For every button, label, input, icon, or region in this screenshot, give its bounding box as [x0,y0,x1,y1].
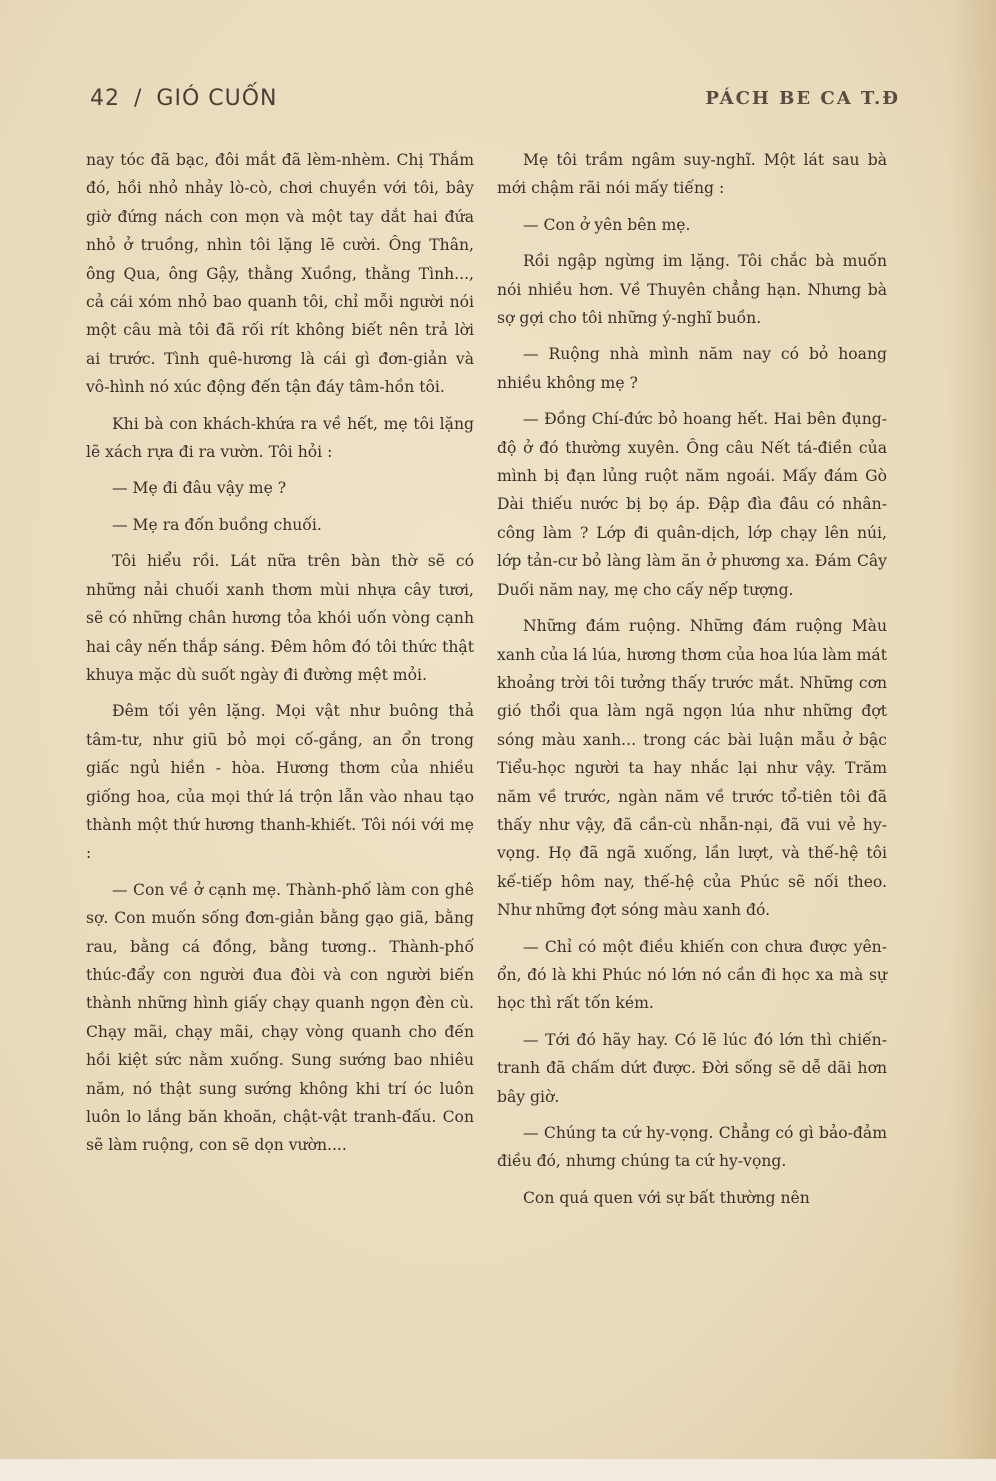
dialogue-line: — Tới đó hãy hay. Có lẽ lúc đó lớn thì chiến-tranh đã chấm dứt được. Đời sống sẽ dễ dãi hơn bây giờ. [497,1030,887,1106]
paragraph: Đêm tối yên lặng. Mọi vật như buông thả tâm-tư, như giũ bỏ mọi cố-gắng, an ổn trong giấc ngủ hiền - hòa. Hương thơm của nhiều giống hoa, của mọi thứ lá trộn lẫn vào nhau tạo thành một thứ hương thanh-khiết. Tôi nói với mẹ : [86,702,474,863]
dialogue-line: — Con về ở cạnh mẹ. Thành-phố làm con ghê sợ. Con muốn sống đơn-giản bằng gạo giã, bằng rau, bằng cá đồng, bằng tương.. Thành-phố thúc-đẩy con người đua đòi và con người biến thành những hình giấy chạy quanh ngọn đèn cù. Chạy mãi, chạy mãi, chạy vòng quanh cho đến hồi kiệt sức nằm xuống. Sung sướng bao nhiêu năm, nó thật sung sướng không khi trí óc luôn luôn lo lắng băn khoăn, chật-vật tranh-đấu. Con sẽ làm ruộng, con sẽ dọn vườn.... [86,880,474,1155]
publisher-mark: PÁCH BE CA T.Đ [705,88,900,109]
book-title: GIÓ CUỐN [156,86,278,111]
page-number: 42 [90,86,120,111]
running-header-left [90,86,278,111]
dialogue-line: — Chỉ có một điều khiến con chưa được yên-ổn, đó là khi Phúc nó lớn nó cần đi học xa mà sự học thì rất tốn kém. [497,937,887,1013]
scan-margin [0,1459,996,1481]
paragraph: Những đám ruộng. Những đám ruộng Màu xanh của lá lúa, hương thơm của hoa lúa làm mát khoảng trời tôi tưởng thấy trước mắt. Những cơn gió thổi qua làm ngã ngọn lúa như những đợt sóng màu xanh... trong các bài luận mẫu ở bậc Tiểu-học người ta hay nhắc lại như vậy. Trăm năm về trước, ngàn năm về trước tổ-tiên tôi đã thấy như vậy, đã cần-cù nhẫn-nại, đã vui vẻ hy-vọng. Họ đã ngã xuống, lần lượt, và thế-hệ tôi kế-tiếp hôm nay, thế-hệ của Phúc sẽ nối theo. Như những đợt sóng màu xanh đó. [497,617,887,920]
paragraph: Tôi hiểu rồi. Lát nữa trên bàn thờ sẽ có những nải chuối xanh thơm mùi nhựa cây tươi, sẽ có những chân hương tỏa khói uốn vòng cạnh hai cây nến thắp sáng. Đêm hôm đó tôi thức thật khuya mặc dù suốt ngày đi đường mệt mỏi. [86,552,474,684]
dialogue-line: — Mẹ đi đâu vậy mẹ ? [112,479,287,498]
paragraph: Con quá quen với sự bất thường nên [523,1188,810,1207]
left-column [86,146,474,1160]
paragraph: Mẹ tôi trầm ngâm suy-nghĩ. Một lát sau bà mới chậm rãi nói mấy tiếng : [497,151,887,198]
dialogue-line: — Con ở yên bên mẹ. [523,215,691,234]
paragraph: Khi bà con khách-khứa ra về hết, mẹ tôi lặng lẽ xách rựa đi ra vườn. Tôi hỏi : [86,414,474,462]
dialogue-line: — Đồng Chí-đức bỏ hoang hết. Hai bên đụng-độ ở đó thường xuyên. Ông câu Nết tá-điền của mình bị đạn lủng ruột năm ngoái. Mấy đám Gò Dài thiếu nước bị bọ áp. Đập đìa đâu có nhân-công làm ? Lớp đi quân-dịch, lớp chạy lên núi, lớp tản-cư bỏ làng làm ăn ở phương xa. Đám Cây Duối năm nay, mẹ cho cấy nếp tượng. [497,410,887,599]
right-column [497,146,887,1212]
paragraph: nay tóc đã bạc, đôi mắt đã lèm-nhèm. Chị Thắm đó, hồi nhỏ nhảy lò-cò, chơi chuyền với tôi, bây giờ đứng nách con mọn và một tay dắt hai đứa nhỏ ở truồng, nhìn tôi lặng lẽ cười. Ông Thân, ông Qua, ông Gậy, thằng Xuồng, thằng Tình..., cả cái xóm nhỏ bao quanh tôi, chỉ mỗi người nói một câu mà tôi đã rối rít không biết nên trả lời ai trước. Tình quê-hương là cái gì đơn-giản và vô-hình nó xúc động đến tận đáy tâm-hồn tôi. [86,151,474,397]
dialogue-line: — Mẹ ra đốn buồng chuối. [112,515,322,534]
page-edge-shadow [948,0,996,1481]
dialogue-line: — Ruộng nhà mình năm nay có bỏ hoang nhiều không mẹ ? [497,345,887,392]
dialogue-line: — Chúng ta cứ hy-vọng. Chẳng có gì bảo-đảm điều đó, nhưng chúng ta cứ hy-vọng. [497,1124,887,1171]
header-separator: / [134,86,143,111]
paragraph: Rồi ngập ngừng im lặng. Tôi chắc bà muốn nói nhiều hơn. Về Thuyên chẳng hạn. Nhưng bà sợ gợi cho tôi những ý-nghĩ buồn. [497,252,887,328]
